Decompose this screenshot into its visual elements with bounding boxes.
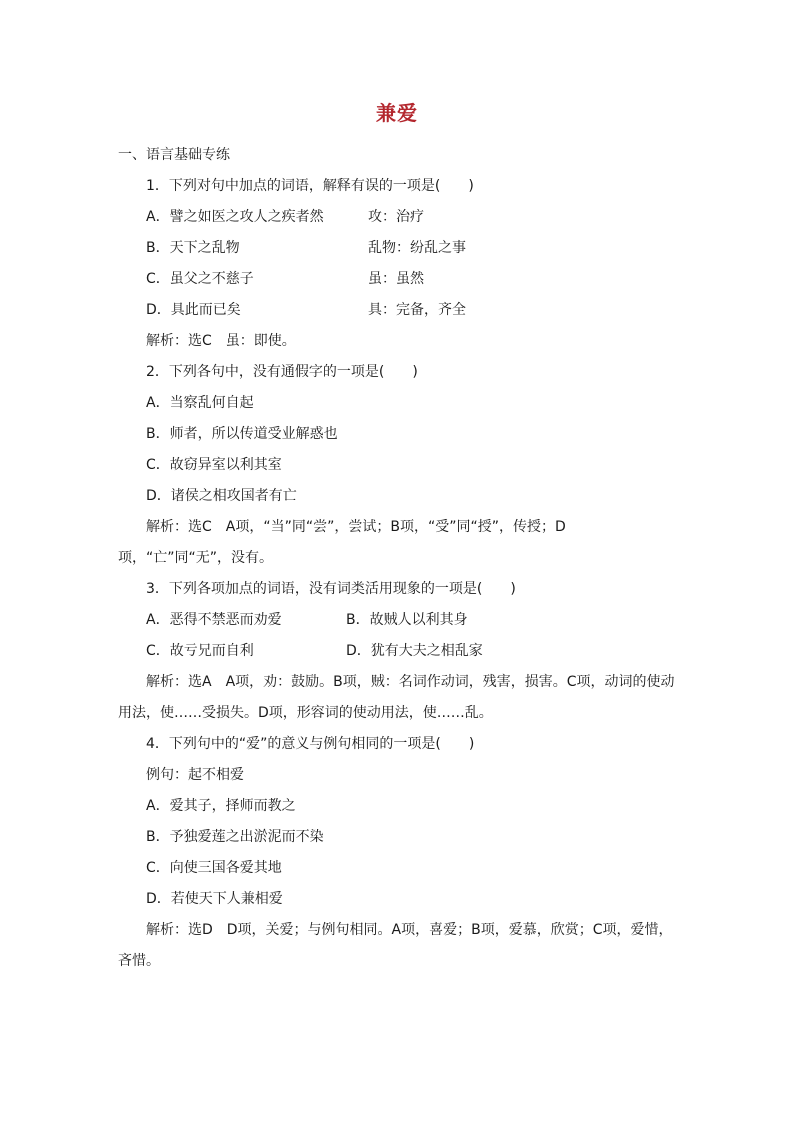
document-body — [118, 140, 678, 977]
question-2-option-d: D．诸侯之相攻国者有亡 — [146, 488, 297, 504]
question-4-stem: 4．下列句中的“爱”的意义与例句相同的一项是( ) — [146, 736, 475, 752]
option-gloss: 虽：虽然 — [368, 271, 424, 287]
question-3-option-d: D．犹有大夫之相乱家 — [346, 643, 483, 659]
question-3-options-ab — [118, 605, 678, 636]
question-1-answer: 解析：选C 虽：即使。 — [146, 333, 296, 349]
document-title: 兼爱 — [376, 101, 418, 125]
option-text: D．具此而已矣 — [146, 302, 241, 318]
question-3-answer: 解析：选A A项，劝：鼓励。B项，贼：名词作动词，残害，损害。C项，动词的使动用法，使……受损失。D项，形容词的使动用法，使……乱。 — [118, 674, 675, 721]
question-2-option-a: A．当察乱何自起 — [146, 395, 254, 411]
question-3-option-c: C．故亏兄而自利 — [146, 643, 254, 659]
question-2-stem: 2．下列各句中，没有通假字的一项是( ) — [146, 364, 418, 380]
question-2-option-b: B．师者，所以传道受业解惑也 — [146, 426, 338, 442]
question-4-option-d: D．若使天下人兼相爱 — [146, 891, 283, 907]
question-3-option-b: B．故贼人以利其身 — [346, 612, 468, 628]
question-4-answer: 解析：选D D项，关爱；与例句相同。A项，喜爱；B项，爱慕，欣赏；C项，爱惜，吝惜。 — [118, 922, 673, 969]
question-4-option-c: C．向使三国各爱其地 — [146, 860, 282, 876]
question-1-option-b — [118, 233, 678, 264]
question-1-option-c — [118, 264, 678, 295]
option-gloss: 具：完备，齐全 — [368, 302, 466, 318]
option-gloss: 攻：治疗 — [368, 209, 424, 225]
question-4-example: 例句：起不相爱 — [146, 767, 244, 783]
section-heading: 一、语言基础专练 — [118, 147, 230, 163]
option-text: A．譬之如医之攻人之疾者然 — [146, 209, 324, 225]
option-text: B．天下之乱物 — [146, 240, 240, 256]
question-3-options-cd — [118, 636, 678, 667]
option-gloss: 乱物：纷乱之事 — [368, 240, 466, 256]
question-1-option-a — [118, 202, 678, 233]
question-3-option-a: A．恶得不禁恶而劝爱 — [146, 612, 282, 628]
question-1-stem: 1．下列对句中加点的词语，解释有误的一项是( ) — [146, 178, 474, 194]
question-2-answer: 解析：选C A项，“当”同“尝”，尝试；B项，“受”同“授”，传授；D项，“亡”同“无”，没有。 — [118, 519, 566, 566]
question-3-stem: 3．下列各项加点的词语，没有词类活用现象的一项是( ) — [146, 581, 516, 597]
option-text: C．虽父之不慈子 — [146, 271, 254, 287]
question-1-option-d — [118, 295, 678, 326]
question-2-option-c: C．故窃异室以利其室 — [146, 457, 282, 473]
question-4-option-a: A．爱其子，择师而教之 — [146, 798, 296, 814]
question-4-option-b: B．予独爱莲之出淤泥而不染 — [146, 829, 324, 845]
